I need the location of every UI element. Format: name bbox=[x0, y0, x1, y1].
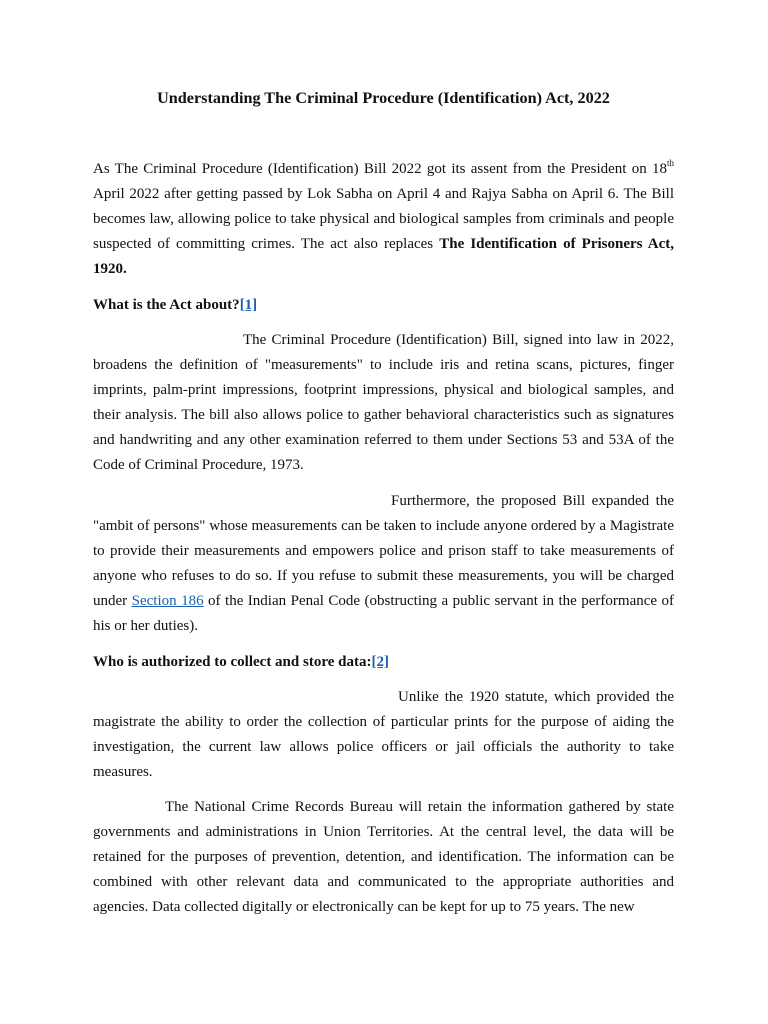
footnote-link-1[interactable]: [1] bbox=[239, 297, 258, 313]
section-heading-act-about bbox=[93, 293, 674, 318]
section-heading-authorized bbox=[93, 650, 674, 675]
ordinal-superscript: th bbox=[666, 158, 674, 168]
section2-paragraph-1: Unlike the 1920 statute, which provided the magistrate the ability to order the collection of particular prints for the purpose of aiding the investigation, the current law allows police officers or jail officials the authority to take measures. bbox=[93, 689, 674, 781]
section-heading-text: Who is authorized to collect and store data: bbox=[93, 654, 372, 670]
intro-text: As The Criminal Procedure (Identification) Bill 2022 got its assent from the President on 18 bbox=[93, 161, 667, 177]
section-heading-text: What is the Act about? bbox=[93, 297, 240, 313]
footnote-link-2[interactable]: [2] bbox=[371, 654, 389, 670]
section-186-link[interactable]: Section 186 bbox=[131, 593, 204, 610]
document-title: Understanding The Criminal Procedure (Identification) Act, 2022 bbox=[157, 89, 610, 107]
intro-text-continued: April 2022 after getting passed by Lok Sabha on April 4 and Rajya Sabha on April 6. The Bill becomes law, allowing police to take physical and biological samples from criminals and people suspected of committing crimes. The act also replaces bbox=[93, 186, 674, 253]
section1-paragraph-2-tail: of the Indian Penal Code (obstructing a public servant in the performance of his or her duties). bbox=[93, 593, 675, 635]
intro-bold-act-name: The Identification of Prisoners Act, 1920. bbox=[93, 236, 674, 278]
intro-paragraph bbox=[93, 157, 674, 282]
section1-paragraph-2 bbox=[93, 489, 674, 640]
section1-paragraph-2-text: Furthermore, the proposed Bill expanded the "ambit of persons" whose measurements can be taken to include anyone ordered by a Magistrate to provide their measurements and empowers police and prison staff to take measurements of anyone who refuses to do so. If you refuse to submit these measurements, you will be charged under bbox=[93, 493, 674, 610]
section1-paragraph-1: The Criminal Procedure (Identification) Bill, signed into law in 2022, broadens the definition of "measurements" to include iris and retina scans, pictures, finger imprints, palm-print impressions, footprint impressions, physical and biological samples, and their analysis. The bill also allows police to gather behavioral characteristics such as signatures and handwriting and any other examination referred to them under Sections 53 and 53A of the Code of Criminal Procedure, 1973. bbox=[93, 332, 674, 474]
section2-paragraph-2: The National Crime Records Bureau will retain the information gathered by state governments and administrations in Union Territories. At the central level, the data will be retained for the purposes of prevention, detention, and identification. The information can be combined with other relevant data and communicated to the appropriate authorities and agencies. Data collected digitally or electronically can be kept for up to 75 years. The new bbox=[93, 799, 674, 916]
